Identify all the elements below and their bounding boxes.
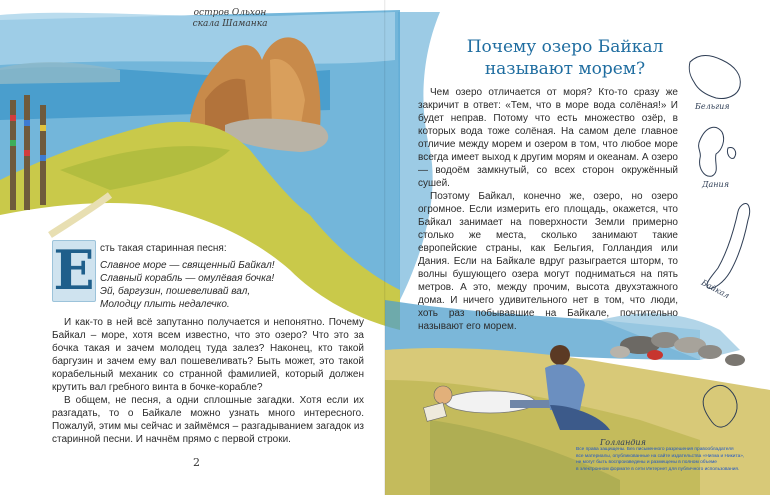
copyright-line-4: в электронном формате в сети Интернет для публичного использования.: [576, 466, 740, 472]
baikal-map: [707, 203, 750, 288]
song-line-3: Эй, баргузин, пошевеливай вал,: [100, 286, 251, 297]
intro-text: сть такая старинная песня:: [100, 243, 227, 254]
page-number: 2: [193, 456, 200, 469]
country-maps: [689, 55, 749, 427]
map-label-denmark: Дания: [702, 180, 729, 189]
title-line-1: Почему озеро Байкал: [466, 37, 664, 57]
map-label-holland: Голландия: [600, 438, 646, 447]
copyright-line-2: все материалы, опубликованные на сайте издательства «Нигма и Никита»,: [576, 453, 745, 459]
title-line-2: называют морем?: [484, 59, 646, 79]
page-title: [440, 36, 690, 80]
denmark-map: [699, 127, 736, 176]
copyright-notice: [576, 447, 766, 473]
caption-line-1: остров Ольхон: [193, 8, 267, 18]
left-paragraph-1: И как-то в ней всё запутанно получается и непонятно. Почему Байкал – море, хотя всем известно, что это озеро? Что это за бочка такая и зачем молодец туда залез? Наконец, кто такой баргузин и зачем ему вал пошевеливать? Быть может, это такой корабельный механик со странной фамилией, который должен крутить вал гребного винта в бочке-корабле?: [52, 317, 364, 393]
song-line-2: Славный корабль — омулёвая бочка!: [100, 273, 275, 284]
drop-cap: [52, 240, 96, 302]
right-paragraph-1: Чем озеро отличается от моря? Кто-то сразу же закричит в ответ: «Тем, что в море вода солёная!» И будет неправ. Потому что есть множество озёр, в которых вода тоже солёная. На самом деле главное отличие между морем и озером в том, что любое море всегда имеет выход к другим морям и океанам. А озеро — водоём замкнутый, со всех сторон окружённый сушей.: [418, 87, 678, 189]
copyright-line-3: не могут быть воспроизведены и размещены в полном объеме: [576, 460, 717, 466]
song-line-1: Славное море — священный Байкал!: [100, 260, 275, 271]
map-label-belgium: Бельгия: [695, 102, 730, 111]
right-paragraph-2: Поэтому Байкал, конечно же, озеро, но озеро огромное. Если измерить его площадь, окажется, что Байкал занимает на поверхности Земли примерно столько же места, сколько занимают такие европейские страны, как Бельгия, Голландия или Дания. Если на Байкале вдруг разыграется шторм, то волны бушующего озера могут подниматься на пять метров. А это, между прочим, высота двухэтажного дома. И ничего удивительного нет в том, что люди, хоть раз побывавшие на Байкале, почтительно называют его морем.: [418, 191, 678, 332]
copyright-line-1: Все права защищены. Без письменного разрешения правообладателя: [576, 447, 734, 452]
intro-line: [100, 242, 360, 255]
left-paragraph-2: В общем, не песня, а одни сплошные загадки. Хотя если их разгадать, то о Байкале можно узнать много интересного. Пожалуй, этим мы сейчас и займёмся – разгадыванием загадок из старинной песни. И начнём прямо с первой строки.: [52, 395, 364, 445]
map-label-baikal: Байкал: [699, 278, 731, 301]
page-gutter: [384, 0, 386, 495]
belgium-map: [689, 55, 740, 98]
drop-cap-letter: Е: [53, 238, 95, 302]
left-body: [52, 316, 364, 446]
right-body: [418, 86, 678, 333]
ritual-posts: [10, 95, 46, 210]
caption-line-2: скала Шаманка: [192, 19, 268, 29]
song-verse: [100, 259, 360, 311]
song-line-4: Молодцу плыть недалечко.: [100, 299, 230, 310]
illustration-caption: [175, 8, 285, 30]
